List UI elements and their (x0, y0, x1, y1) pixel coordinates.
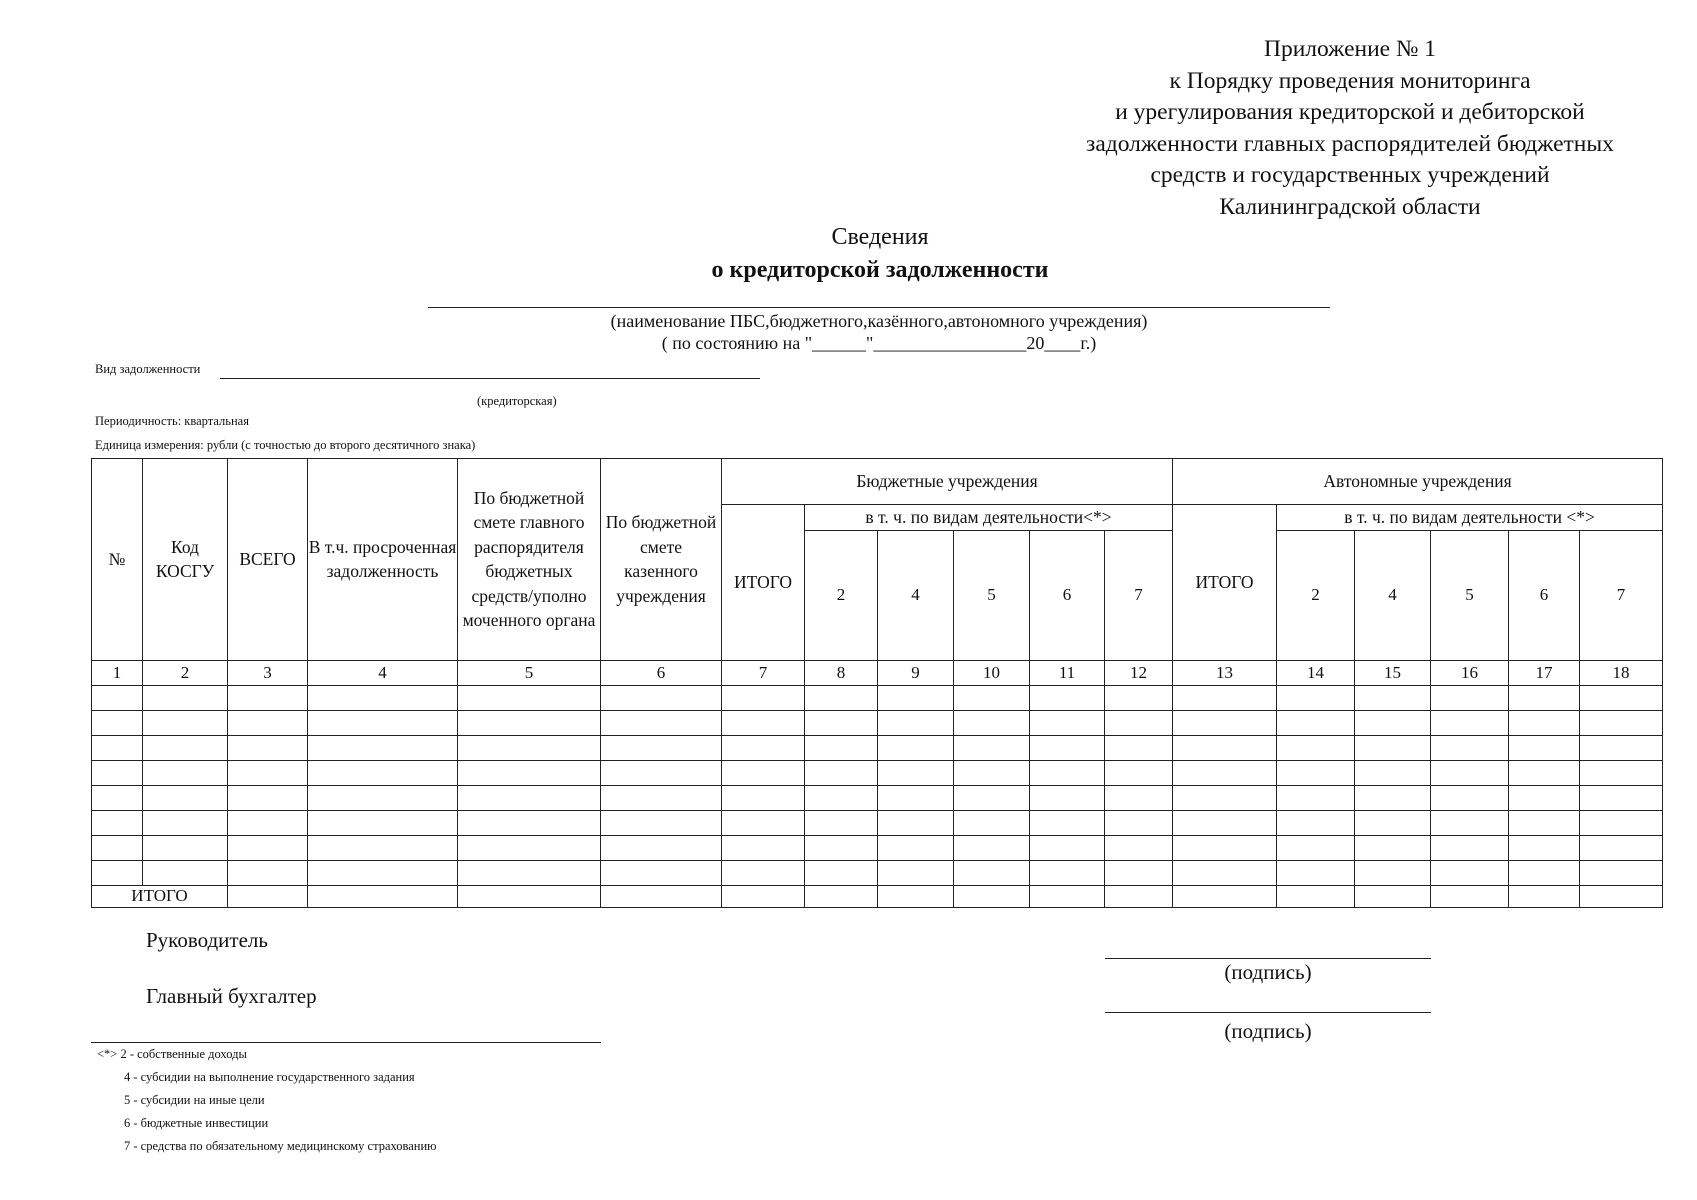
table-cell[interactable] (1173, 760, 1277, 785)
table-cell[interactable] (601, 885, 722, 907)
table-cell[interactable] (954, 710, 1030, 735)
table-cell[interactable] (1431, 735, 1509, 760)
table-cell[interactable] (1431, 835, 1509, 860)
table-cell[interactable] (143, 860, 228, 885)
table-cell[interactable] (1355, 685, 1431, 710)
table-cell[interactable] (1277, 835, 1355, 860)
table-cell[interactable] (1030, 735, 1105, 760)
table-cell[interactable] (1580, 810, 1663, 835)
table-cell[interactable] (1509, 785, 1580, 810)
header-budget-type: 5 (954, 530, 1030, 660)
table-cell[interactable] (1509, 885, 1580, 907)
header-budget-group: Бюджетные учреждения (722, 459, 1173, 505)
header-auto-subgroup: в т. ч. по видам деятельности <*> (1277, 505, 1663, 531)
table-cell[interactable] (1509, 810, 1580, 835)
table-cell[interactable] (805, 685, 878, 710)
table-cell[interactable] (228, 735, 308, 760)
column-number: 7 (722, 660, 805, 685)
table-cell[interactable] (1030, 710, 1105, 735)
table-cell[interactable] (143, 785, 228, 810)
table-cell[interactable] (308, 710, 458, 735)
table-cell[interactable] (228, 785, 308, 810)
table-cell[interactable] (722, 835, 805, 860)
document-title: Сведения (831, 224, 929, 250)
table-cell[interactable] (458, 885, 601, 907)
debt-type-caption: (кредиторская) (477, 394, 557, 408)
accountant-signature-label: Главный бухгалтер (146, 984, 317, 1008)
column-number: 12 (1105, 660, 1173, 685)
header-budget-itogo: ИТОГО (722, 505, 805, 661)
column-number: 17 (1509, 660, 1580, 685)
table-cell[interactable] (1277, 810, 1355, 835)
table-cell[interactable] (1105, 735, 1173, 760)
table-cell[interactable] (722, 735, 805, 760)
table-cell[interactable] (1580, 785, 1663, 810)
header-overdue: В т.ч. просроченная задолженность (308, 459, 458, 661)
table-cell[interactable] (1030, 785, 1105, 810)
table-row (92, 785, 1663, 810)
table-cell[interactable] (1431, 685, 1509, 710)
table-cell[interactable] (722, 710, 805, 735)
header-kosgu: Код КОСГУ (143, 459, 228, 661)
table-cell[interactable] (601, 685, 722, 710)
table-cell[interactable] (1509, 685, 1580, 710)
header-auto-type: 2 (1277, 530, 1355, 660)
table-cell[interactable] (1105, 810, 1173, 835)
table-cell[interactable] (458, 860, 601, 885)
appendix-line: задолженности главных распорядителей бюджетных (1086, 130, 1614, 157)
table-cell[interactable] (228, 685, 308, 710)
table-cell[interactable] (601, 785, 722, 810)
table-cell[interactable] (878, 785, 954, 810)
table-cell[interactable] (308, 735, 458, 760)
table-cell[interactable] (805, 785, 878, 810)
table-cell[interactable] (92, 685, 143, 710)
table-cell[interactable] (1509, 735, 1580, 760)
appendix-header (1030, 34, 1670, 223)
institution-name-line (428, 307, 1330, 308)
table-cell[interactable] (92, 735, 143, 760)
table-cell[interactable] (722, 685, 805, 710)
table-row (92, 810, 1663, 835)
table-cell[interactable] (1173, 835, 1277, 860)
table-cell[interactable] (1030, 760, 1105, 785)
head-signature-label: Руководитель (146, 928, 268, 952)
table-cell[interactable] (1030, 810, 1105, 835)
table-cell[interactable] (1355, 860, 1431, 885)
table-cell[interactable] (92, 810, 143, 835)
table-cell[interactable] (92, 785, 143, 810)
table-cell[interactable] (954, 785, 1030, 810)
header-auto-itogo: ИТОГО (1173, 505, 1277, 661)
table-cell[interactable] (1277, 710, 1355, 735)
table-row (92, 685, 1663, 710)
column-number: 4 (308, 660, 458, 685)
table-cell[interactable] (92, 760, 143, 785)
table-cell[interactable] (143, 835, 228, 860)
table-cell[interactable] (722, 860, 805, 885)
appendix-line: и урегулирования кредиторской и дебиторской (1115, 99, 1585, 125)
column-number: 11 (1030, 660, 1105, 685)
table-cell[interactable] (878, 835, 954, 860)
header-treasury-estimate: По бюджетной смете казенного учреждения (601, 459, 722, 661)
table-cell[interactable] (308, 785, 458, 810)
institution-caption: (наименование ПБС,бюджетного,казённого,автономного учреждения) (610, 311, 1148, 331)
table-row (92, 760, 1663, 785)
table-cell[interactable] (308, 885, 458, 907)
table-cell[interactable] (1277, 735, 1355, 760)
debt-type-label: Вид задолженности (95, 362, 201, 376)
table-row (92, 710, 1663, 735)
table-cell[interactable] (1277, 885, 1355, 907)
table-cell[interactable] (805, 735, 878, 760)
table-cell[interactable] (1580, 860, 1663, 885)
table-cell[interactable] (954, 860, 1030, 885)
column-number: 8 (805, 660, 878, 685)
table-cell[interactable] (1173, 810, 1277, 835)
table-cell[interactable] (1105, 860, 1173, 885)
table-cell[interactable] (1355, 710, 1431, 735)
as-of-date: ( по состоянию на "______"_________________20____г.) (661, 333, 1097, 353)
column-number: 18 (1580, 660, 1663, 685)
table-cell[interactable] (1105, 835, 1173, 860)
table-cell[interactable] (458, 685, 601, 710)
footnote: 7 - средства по обязательному медицинскому страхованию (124, 1139, 437, 1153)
table-row (92, 860, 1663, 885)
table-cell[interactable] (601, 760, 722, 785)
table-cell[interactable] (722, 810, 805, 835)
table-cell[interactable] (92, 860, 143, 885)
table-cell[interactable] (1355, 735, 1431, 760)
table-cell[interactable] (722, 885, 805, 907)
footnote: <*> 2 - собственные доходы (97, 1047, 247, 1061)
table-cell[interactable] (1355, 760, 1431, 785)
table-cell[interactable] (954, 760, 1030, 785)
column-number: 13 (1173, 660, 1277, 685)
table-cell[interactable] (1105, 685, 1173, 710)
table-cell[interactable] (1173, 860, 1277, 885)
table-cell[interactable] (1105, 885, 1173, 907)
table-row (92, 835, 1663, 860)
header-budget-type: 6 (1030, 530, 1105, 660)
table-cell[interactable] (878, 860, 954, 885)
table-cell[interactable] (878, 710, 954, 735)
debt-table (91, 458, 1663, 908)
header-budget-subgroup: в т. ч. по видам деятельности<*> (805, 505, 1173, 531)
table-cell[interactable] (143, 685, 228, 710)
table-cell[interactable] (601, 735, 722, 760)
table-cell[interactable] (1173, 785, 1277, 810)
table-cell[interactable] (1105, 785, 1173, 810)
accountant-signature-line[interactable] (1105, 1012, 1431, 1013)
table-cell[interactable] (1355, 885, 1431, 907)
table-cell[interactable] (954, 810, 1030, 835)
table-cell[interactable] (1105, 710, 1173, 735)
table-cell[interactable] (1173, 685, 1277, 710)
table-cell[interactable] (1173, 885, 1277, 907)
table-cell[interactable] (228, 760, 308, 785)
table-cell[interactable] (228, 810, 308, 835)
column-number: 2 (143, 660, 228, 685)
table-cell[interactable] (805, 860, 878, 885)
total-row-label: ИТОГО (92, 885, 228, 907)
table-cell[interactable] (458, 835, 601, 860)
table-body (92, 685, 1663, 885)
head-signature-line[interactable] (1105, 958, 1431, 959)
header-total: ВСЕГО (228, 459, 308, 661)
table-cell[interactable] (722, 785, 805, 810)
table-cell[interactable] (878, 735, 954, 760)
table-cell[interactable] (1030, 860, 1105, 885)
table-cell[interactable] (878, 885, 954, 907)
table-cell[interactable] (1580, 835, 1663, 860)
table-cell[interactable] (1030, 685, 1105, 710)
table-cell[interactable] (308, 835, 458, 860)
table-cell[interactable] (143, 735, 228, 760)
header-auto-type: 5 (1431, 530, 1509, 660)
table-cell[interactable] (458, 735, 601, 760)
head-signature-caption: (подпись) (1224, 960, 1312, 984)
footnote: 5 - субсидии на иные цели (124, 1093, 265, 1107)
table-cell[interactable] (228, 885, 308, 907)
table-cell[interactable] (954, 685, 1030, 710)
unit-of-measure: Единица измерения: рубли (с точностью до второго десятичного знака) (95, 438, 476, 452)
table-cell[interactable] (1580, 685, 1663, 710)
table-cell[interactable] (458, 760, 601, 785)
appendix-line: средств и государственных учреждений (1150, 162, 1550, 188)
column-number: 6 (601, 660, 722, 685)
table-cell[interactable] (1431, 885, 1509, 907)
accountant-signature-caption: (подпись) (1224, 1019, 1312, 1043)
table-cell[interactable] (308, 760, 458, 785)
footnote: 6 - бюджетные инвестиции (124, 1116, 269, 1130)
table-cell[interactable] (458, 785, 601, 810)
table-cell[interactable] (1030, 835, 1105, 860)
appendix-line: Калининградской области (1219, 193, 1481, 220)
table-cell[interactable] (1580, 710, 1663, 735)
column-number: 1 (92, 660, 143, 685)
table-cell[interactable] (1431, 760, 1509, 785)
table-cell[interactable] (1509, 860, 1580, 885)
appendix-line: к Порядку проведения мониторинга (1169, 67, 1531, 94)
table-cell[interactable] (308, 685, 458, 710)
table-cell[interactable] (1509, 760, 1580, 785)
header-main-estimate: По бюджетной смете главного распорядителя бюджетных средств/уполно моченного органа (458, 459, 601, 661)
table-cell[interactable] (1355, 835, 1431, 860)
column-number: 5 (458, 660, 601, 685)
table-cell[interactable] (878, 760, 954, 785)
column-number: 16 (1431, 660, 1509, 685)
header-auto-type: 4 (1355, 530, 1431, 660)
table-cell[interactable] (308, 860, 458, 885)
column-number: 10 (954, 660, 1030, 685)
table-cell[interactable] (1355, 785, 1431, 810)
table-cell[interactable] (954, 835, 1030, 860)
table-cell[interactable] (1277, 860, 1355, 885)
table-cell[interactable] (1030, 885, 1105, 907)
table-cell[interactable] (143, 810, 228, 835)
footnote: 4 - субсидии на выполнение государственного задания (124, 1070, 415, 1084)
debt-type-line (220, 378, 760, 379)
table-cell[interactable] (805, 760, 878, 785)
table-cell[interactable] (228, 860, 308, 885)
header-budget-type: 4 (878, 530, 954, 660)
table-cell[interactable] (92, 710, 143, 735)
header-auto-group: Автономные учреждения (1173, 459, 1663, 505)
column-number: 9 (878, 660, 954, 685)
footnote-separator (91, 1042, 601, 1043)
header-auto-type: 6 (1509, 530, 1580, 660)
table-cell[interactable] (954, 735, 1030, 760)
table-cell[interactable] (1277, 685, 1355, 710)
table-cell[interactable] (1431, 785, 1509, 810)
table-cell[interactable] (1431, 860, 1509, 885)
table-cell[interactable] (1355, 810, 1431, 835)
table-cell[interactable] (601, 710, 722, 735)
header-budget-type: 7 (1105, 530, 1173, 660)
table-cell[interactable] (878, 685, 954, 710)
table-cell[interactable] (1105, 760, 1173, 785)
table-cell[interactable] (92, 835, 143, 860)
table-cell[interactable] (805, 710, 878, 735)
table-cell[interactable] (1509, 835, 1580, 860)
table-cell[interactable] (143, 710, 228, 735)
column-number: 15 (1355, 660, 1431, 685)
appendix-line: Приложение № 1 (1263, 36, 1437, 62)
column-number: 3 (228, 660, 308, 685)
periodicity: Периодичность: квартальная (95, 414, 249, 428)
table-cell[interactable] (1580, 885, 1663, 907)
document-subtitle: о кредиторской задолженности (711, 257, 1049, 283)
table-row (92, 735, 1663, 760)
table-cell[interactable] (954, 885, 1030, 907)
table-cell[interactable] (805, 885, 878, 907)
table-cell[interactable] (1173, 735, 1277, 760)
header-no: № (92, 459, 143, 661)
table-cell[interactable] (1173, 710, 1277, 735)
table-cell[interactable] (228, 835, 308, 860)
table-cell[interactable] (458, 710, 601, 735)
table-cell[interactable] (1431, 710, 1509, 735)
table-cell[interactable] (1431, 810, 1509, 835)
table-cell[interactable] (308, 810, 458, 835)
table-cell[interactable] (228, 710, 308, 735)
table-cell[interactable] (722, 760, 805, 785)
table-cell[interactable] (878, 810, 954, 835)
table-cell[interactable] (1509, 710, 1580, 735)
table-cell[interactable] (1580, 735, 1663, 760)
table-cell[interactable] (805, 810, 878, 835)
table-cell[interactable] (601, 835, 722, 860)
table-cell[interactable] (143, 760, 228, 785)
header-budget-type: 2 (805, 530, 878, 660)
table-cell[interactable] (805, 835, 878, 860)
column-number: 14 (1277, 660, 1355, 685)
table-cell[interactable] (1277, 760, 1355, 785)
table-cell[interactable] (458, 810, 601, 835)
table-cell[interactable] (601, 860, 722, 885)
table-cell[interactable] (1277, 785, 1355, 810)
header-auto-type: 7 (1580, 530, 1663, 660)
table-cell[interactable] (1580, 760, 1663, 785)
table-cell[interactable] (601, 810, 722, 835)
